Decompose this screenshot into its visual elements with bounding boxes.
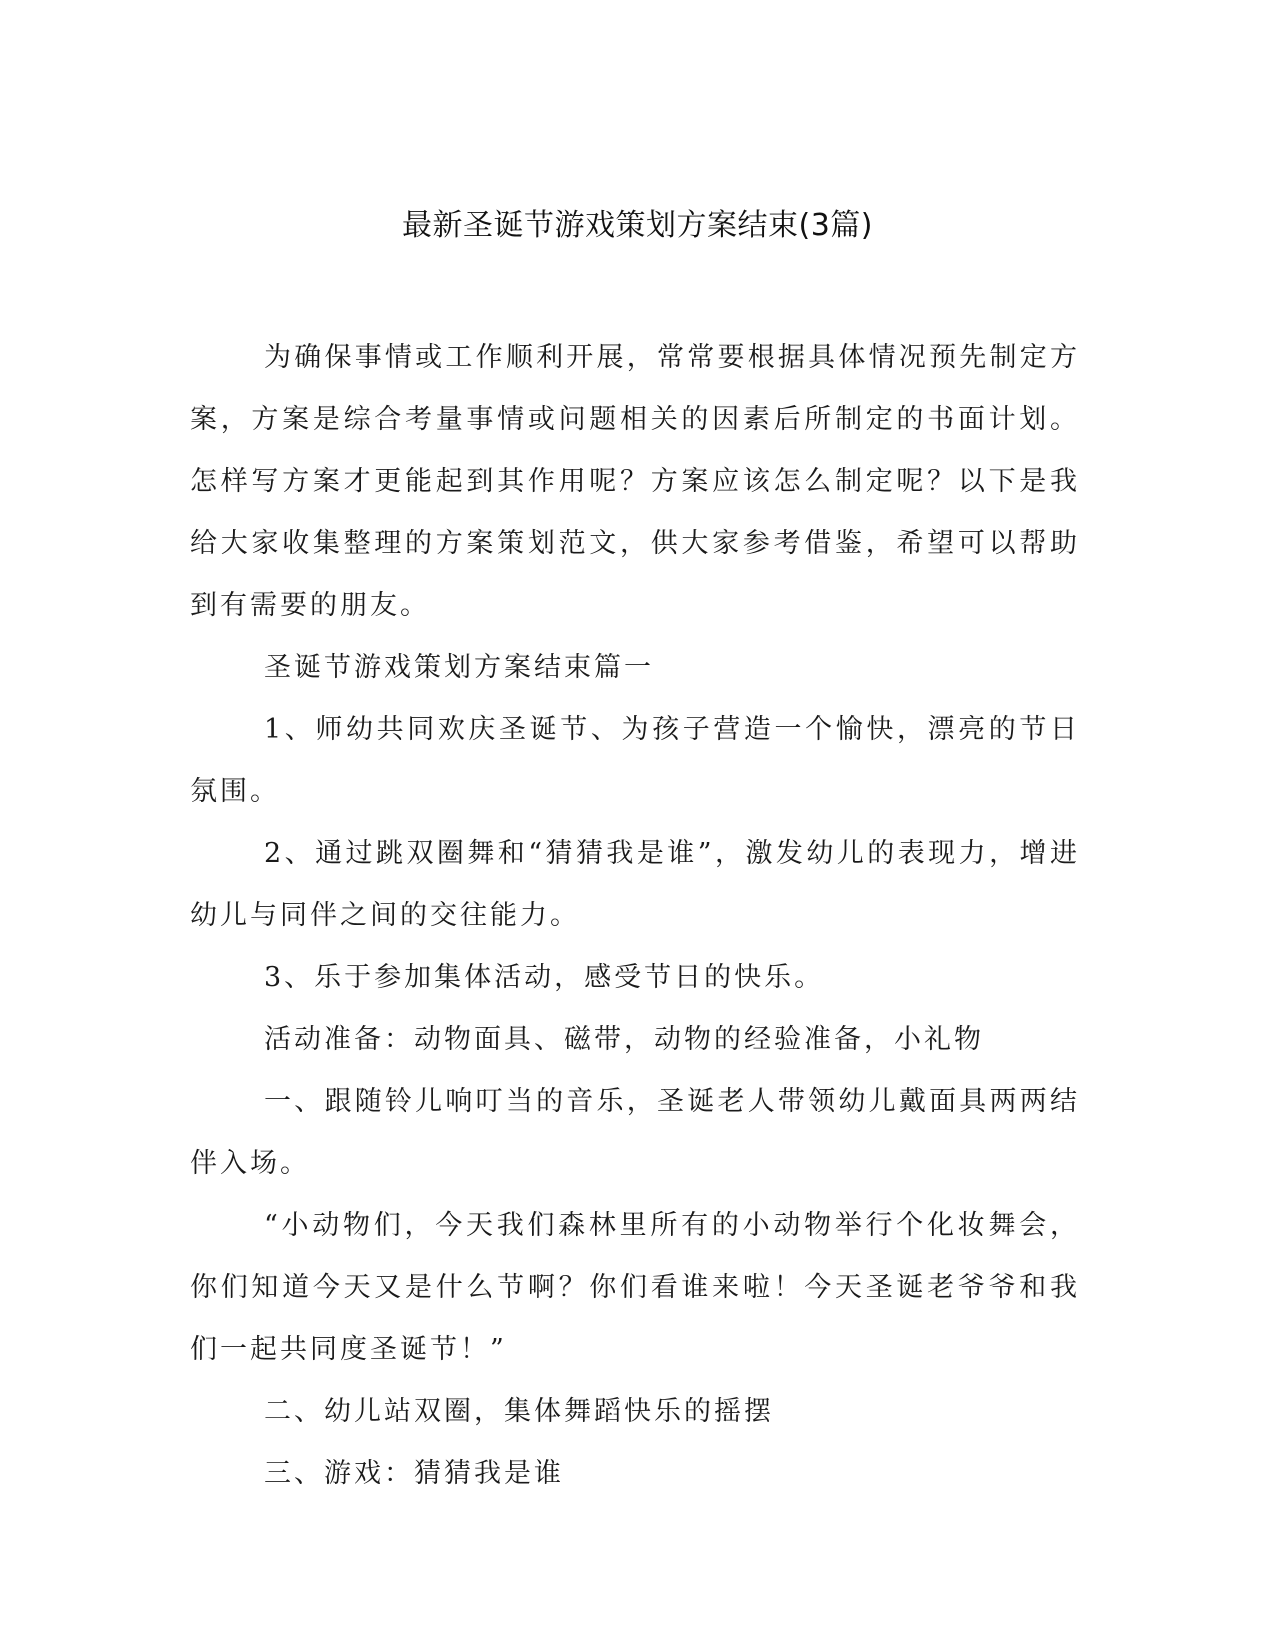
goal-item-1: 1、师幼共同欢庆圣诞节、为孩子营造一个愉快，漂亮的节日氛围。	[190, 714, 1080, 807]
goal-item-3: 3、乐于参加集体活动，感受节日的快乐。	[264, 962, 825, 993]
step-2: 二、幼儿站双圈，集体舞蹈快乐的摇摆	[264, 1396, 774, 1427]
goal-item-2: 2、通过跳双圈舞和“猜猜我是谁”，激发幼儿的表现力，增进幼儿与同伴之间的交往能力。	[190, 838, 1080, 931]
document-title: 最新圣诞节游戏策划方案结束(3篇)	[402, 208, 873, 243]
activity-preparation: 活动准备：动物面具、磁带，动物的经验准备，小礼物	[264, 1024, 984, 1055]
document-body	[190, 327, 1080, 1505]
step-1: 一、跟随铃儿响叮当的音乐，圣诞老人带领幼儿戴面具两两结伴入场。	[190, 1086, 1080, 1179]
step-3: 三、游戏：猜猜我是谁	[264, 1458, 564, 1489]
section-heading: 圣诞节游戏策划方案结束篇一	[264, 652, 654, 683]
quote-paragraph: “小动物们，今天我们森林里所有的小动物举行个化妆舞会，你们知道今天又是什么节啊？你们看谁来啦！今天圣诞老爷爷和我们一起共同度圣诞节！”	[190, 1210, 1080, 1365]
intro-paragraph: 为确保事情或工作顺利开展，常常要根据具体情况预先制定方案，方案是综合考量事情或问题相关的因素后所制定的书面计划。怎样写方案才更能起到其作用呢？方案应该怎么制定呢？以下是我给大家收集整理的方案策划范文，供大家参考借鉴，希望可以帮助到有需要的朋友。	[190, 342, 1080, 621]
